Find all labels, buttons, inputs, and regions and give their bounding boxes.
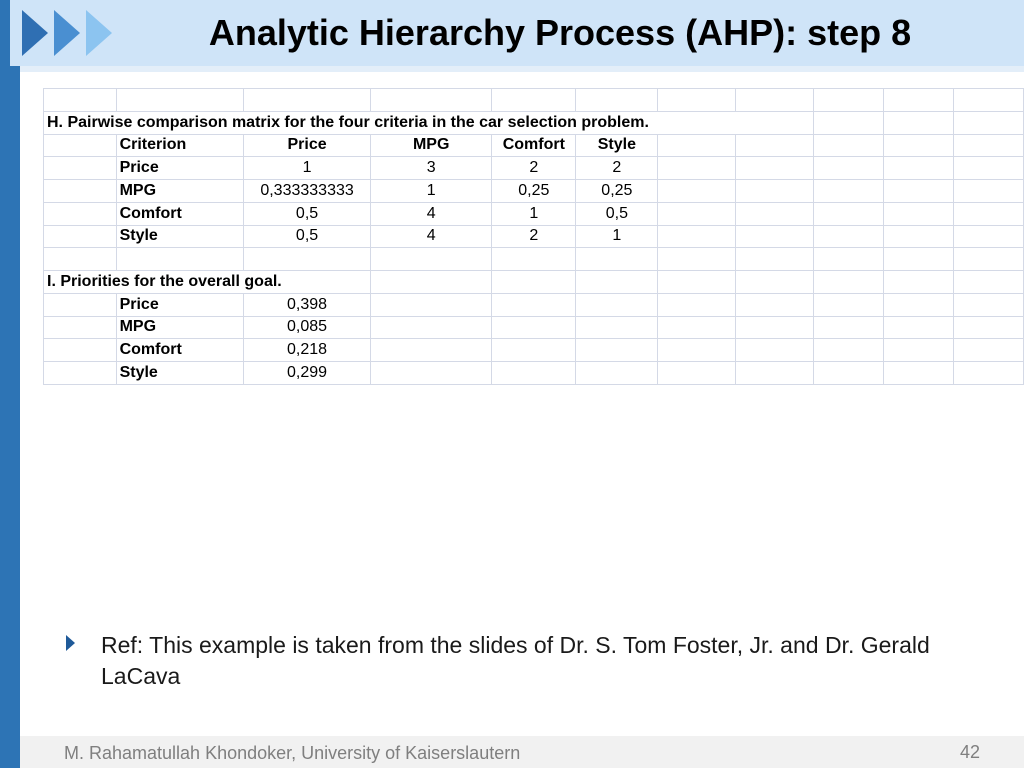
priority-value: 0,299 xyxy=(243,362,370,385)
matrix-header-cell: Comfort xyxy=(492,134,576,157)
slide-title: Analytic Hierarchy Process (AHP): step 8 xyxy=(208,12,912,53)
matrix-cell: 3 xyxy=(371,157,492,180)
matrix-cell: 1 xyxy=(576,225,658,248)
matrix-cell: 2 xyxy=(576,157,658,180)
triple-chevron-logo-icon xyxy=(22,10,112,56)
matrix-header-cell: Criterion xyxy=(116,134,243,157)
matrix-cell: 4 xyxy=(371,225,492,248)
table-row xyxy=(44,271,1024,294)
reference-text: Ref: This example is taken from the slides of Dr. S. Tom Foster, Jr. and Dr. Gerald LaCava xyxy=(101,632,930,689)
table-row xyxy=(44,248,1024,271)
matrix-cell: 0,25 xyxy=(492,180,576,203)
matrix-header-cell: MPG xyxy=(371,134,492,157)
priority-label: MPG xyxy=(116,316,243,339)
table-row xyxy=(44,225,1024,248)
section-h-title: H. Pairwise comparison matrix for the four criteria in the car selection problem. xyxy=(44,111,814,134)
matrix-cell: 1 xyxy=(492,202,576,225)
table-row xyxy=(44,180,1024,203)
priority-value: 0,398 xyxy=(243,293,370,316)
spreadsheet-table xyxy=(43,88,1024,385)
table-row xyxy=(44,134,1024,157)
table-row xyxy=(44,362,1024,385)
matrix-header-cell: Style xyxy=(576,134,658,157)
criterion-label: Style xyxy=(116,225,243,248)
matrix-cell: 1 xyxy=(243,157,370,180)
matrix-cell: 0,25 xyxy=(576,180,658,203)
table-row xyxy=(44,89,1024,112)
table-row xyxy=(44,111,1024,134)
priority-value: 0,085 xyxy=(243,316,370,339)
left-accent-bar xyxy=(0,0,20,768)
matrix-cell: 1 xyxy=(371,180,492,203)
title-banner-underline xyxy=(20,66,1024,72)
matrix-header-cell: Price xyxy=(243,134,370,157)
matrix-cell: 0,5 xyxy=(243,225,370,248)
priority-value: 0,218 xyxy=(243,339,370,362)
section-i-title: I. Priorities for the overall goal. xyxy=(44,271,371,294)
matrix-cell: 2 xyxy=(492,225,576,248)
criterion-label: MPG xyxy=(116,180,243,203)
matrix-cell: 2 xyxy=(492,157,576,180)
table-row xyxy=(44,316,1024,339)
table-row xyxy=(44,157,1024,180)
priority-label: Price xyxy=(116,293,243,316)
priority-label: Style xyxy=(116,362,243,385)
bullet-arrow-icon xyxy=(64,634,78,652)
page-number: 42 xyxy=(960,742,981,762)
table-row xyxy=(44,293,1024,316)
matrix-cell: 0,5 xyxy=(243,202,370,225)
criterion-label: Price xyxy=(116,157,243,180)
table-row xyxy=(44,202,1024,225)
footer-author: M. Rahamatullah Khondoker, University of Kaiserslautern xyxy=(64,743,521,763)
matrix-cell: 0,333333333 xyxy=(243,180,370,203)
matrix-cell: 4 xyxy=(371,202,492,225)
priority-label: Comfort xyxy=(116,339,243,362)
criterion-label: Comfort xyxy=(116,202,243,225)
table-row xyxy=(44,339,1024,362)
matrix-cell: 0,5 xyxy=(576,202,658,225)
